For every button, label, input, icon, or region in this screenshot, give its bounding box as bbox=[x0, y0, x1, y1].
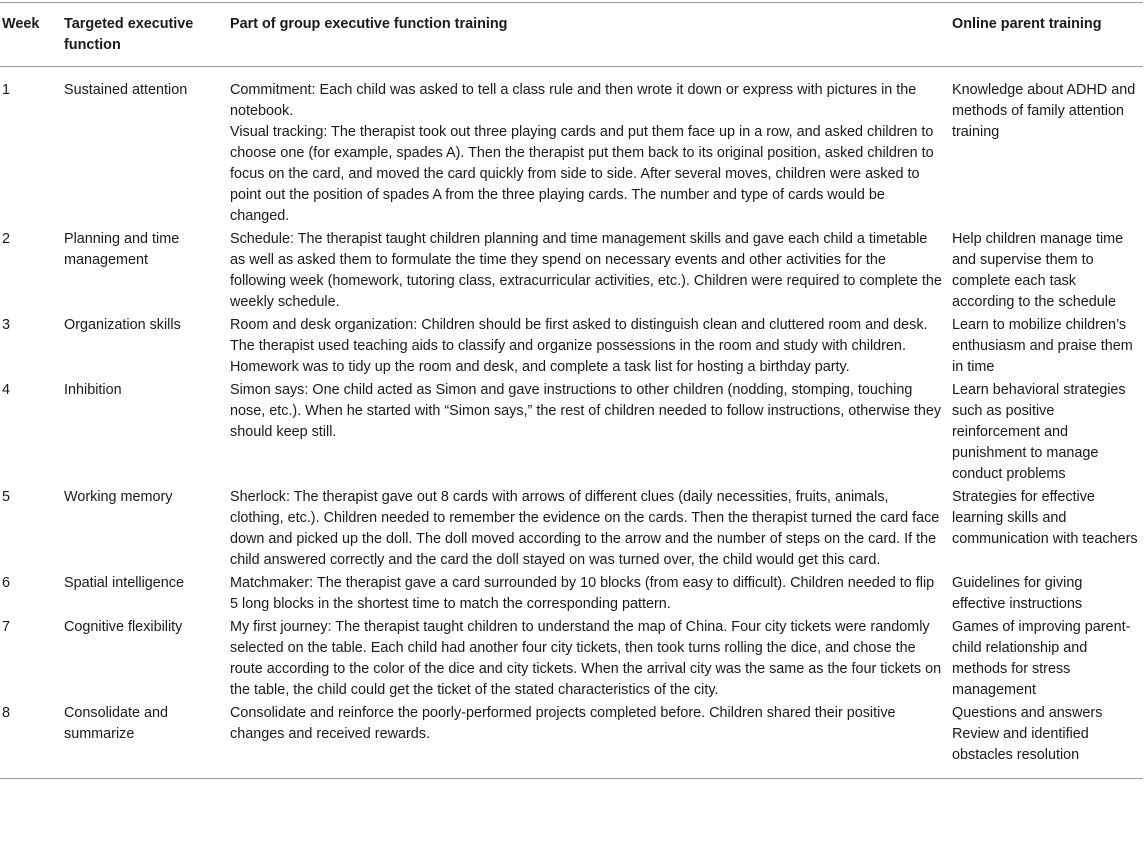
parent-training-line: Learn behavioral strategies such as positive reinforcement and punishment to manage conduct problems bbox=[952, 382, 1126, 482]
activity-paragraph: Simon says: One child acted as Simon and gave instructions to other children (nodding, stomping, touching nose, etc.). When he started with “Simon says,” the rest of children needed to follow instructions, otherwise they should keep still. bbox=[230, 382, 942, 440]
cell-targeted-function: Organization skills bbox=[64, 317, 181, 333]
parent-training-line: Knowledge about ADHD and methods of family attention training bbox=[952, 82, 1136, 140]
activity-paragraph: Matchmaker: The therapist gave a card surrounded by 10 blocks (from easy to difficult). Children needed to flip 5 long blocks in the shortest time to match the corresponding pattern. bbox=[230, 575, 935, 612]
training-schedule-table bbox=[0, 2, 1143, 768]
activity-paragraph: Sherlock: The therapist gave out 8 cards with arrows of different clues (daily necessities, fruits, animals, clothing, etc.). Children needed to remember the evidence on the cards. Then the therapist turned the card face down and picked up the doll. The doll moved according to the arrow and the number of steps on the card. If the child answered correctly and the card the doll stayed on was turned over, the child would get this card. bbox=[230, 489, 940, 568]
cell-group-training bbox=[224, 486, 946, 572]
cell-online-parent-training bbox=[946, 486, 1143, 572]
parent-training-line: Strategies for effective learning skills and communication with teachers bbox=[952, 489, 1138, 547]
parent-training-line: Guidelines for giving effective instructions bbox=[952, 575, 1083, 612]
table-row bbox=[0, 572, 1143, 616]
header-online-parent-training: Online parent training bbox=[946, 3, 1143, 67]
parent-training-line: Help children manage time and supervise them to complete each task according to the schedule bbox=[952, 231, 1124, 310]
cell-online-parent-training bbox=[946, 616, 1143, 702]
cell-group-training bbox=[224, 314, 946, 379]
cell-group-training bbox=[224, 616, 946, 702]
cell-week: 2 bbox=[2, 231, 11, 247]
cell-week: 1 bbox=[2, 82, 11, 98]
table-row bbox=[0, 67, 1143, 229]
table-row bbox=[0, 702, 1143, 768]
cell-week: 3 bbox=[2, 317, 11, 333]
activity-paragraph: Commitment: Each child was asked to tell a class rule and then wrote it down or express with pictures in the notebook. bbox=[230, 82, 917, 119]
table-row bbox=[0, 379, 1143, 486]
parent-training-line: Questions and answers bbox=[952, 705, 1103, 721]
header-row bbox=[0, 3, 1143, 67]
table-header bbox=[0, 3, 1143, 67]
header-week: Week bbox=[0, 3, 58, 67]
cell-targeted-function: Working memory bbox=[64, 489, 173, 505]
cell-week: 4 bbox=[2, 382, 11, 398]
activity-paragraph: Visual tracking: The therapist took out three playing cards and put them face up in a row, and asked children to choose one (for example, spades A). Then the therapist put them back to its original position, asked children to focus on the card, and moved the card quickly from side to side. After several moves, children were asked to point out the position of spades A from the three playing cards. The number and type of cards would be changed. bbox=[230, 124, 934, 224]
header-group-training: Part of group executive function training bbox=[224, 3, 946, 67]
activity-paragraph: Consolidate and reinforce the poorly-performed projects completed before. Children shared their positive changes and received rewards. bbox=[230, 705, 896, 742]
table-row bbox=[0, 314, 1143, 379]
parent-training-line: Learn to mobilize children’s enthusiasm and praise them in time bbox=[952, 317, 1133, 375]
table-row bbox=[0, 486, 1143, 572]
cell-targeted-function: Spatial intelligence bbox=[64, 575, 185, 591]
activity-paragraph: My first journey: The therapist taught children to understand the map of China. Four city tickets were randomly selected on the table. Each child had another four city tickets, then took turns rolling the dice, and chose the route according to the color of the dice and city tickets. When the arrival city was the same as the four tickets on the table, the child could get the ticket of the stated characteristics of the city. bbox=[230, 619, 942, 698]
cell-targeted-function: Planning and time management bbox=[64, 231, 180, 268]
cell-targeted-function: Sustained attention bbox=[64, 82, 188, 98]
parent-training-line: Games of improving parent-child relationship and methods for stress management bbox=[952, 619, 1131, 698]
cell-group-training bbox=[224, 67, 946, 229]
cell-week: 8 bbox=[2, 705, 11, 721]
table-bottom-rule bbox=[0, 778, 1143, 779]
header-targeted-function: Targeted executive function bbox=[58, 3, 224, 67]
cell-group-training bbox=[224, 228, 946, 314]
cell-group-training bbox=[224, 379, 946, 486]
cell-group-training bbox=[224, 702, 946, 768]
cell-online-parent-training bbox=[946, 67, 1143, 229]
cell-online-parent-training bbox=[946, 228, 1143, 314]
activity-paragraph: Schedule: The therapist taught children planning and time management skills and gave each child a timetable as well as asked them to formulate the time they spend on necessary events and other activities for the following week (homework, tutoring class, extracurricular activities, etc.). Children were required to complete the weekly schedule. bbox=[230, 231, 942, 310]
cell-group-training bbox=[224, 572, 946, 616]
cell-week: 5 bbox=[2, 489, 11, 505]
cell-week: 6 bbox=[2, 575, 11, 591]
cell-week: 7 bbox=[2, 619, 11, 635]
table-body bbox=[0, 67, 1143, 769]
cell-targeted-function: Inhibition bbox=[64, 382, 122, 398]
cell-online-parent-training bbox=[946, 702, 1143, 768]
cell-online-parent-training bbox=[946, 314, 1143, 379]
cell-online-parent-training bbox=[946, 379, 1143, 486]
table-row bbox=[0, 228, 1143, 314]
activity-paragraph: Room and desk organization: Children should be first asked to distinguish clean and cluttered room and desk. The therapist used teaching aids to classify and organize possessions in the room and study with children. Homework was to tidy up the room and desk, and complete a task list for hosting a birthday party. bbox=[230, 317, 928, 375]
cell-online-parent-training bbox=[946, 572, 1143, 616]
table-row bbox=[0, 616, 1143, 702]
cell-targeted-function: Consolidate and summarize bbox=[64, 705, 169, 742]
cell-targeted-function: Cognitive flexibility bbox=[64, 619, 183, 635]
parent-training-line: Review and identified obstacles resolution bbox=[952, 726, 1089, 763]
